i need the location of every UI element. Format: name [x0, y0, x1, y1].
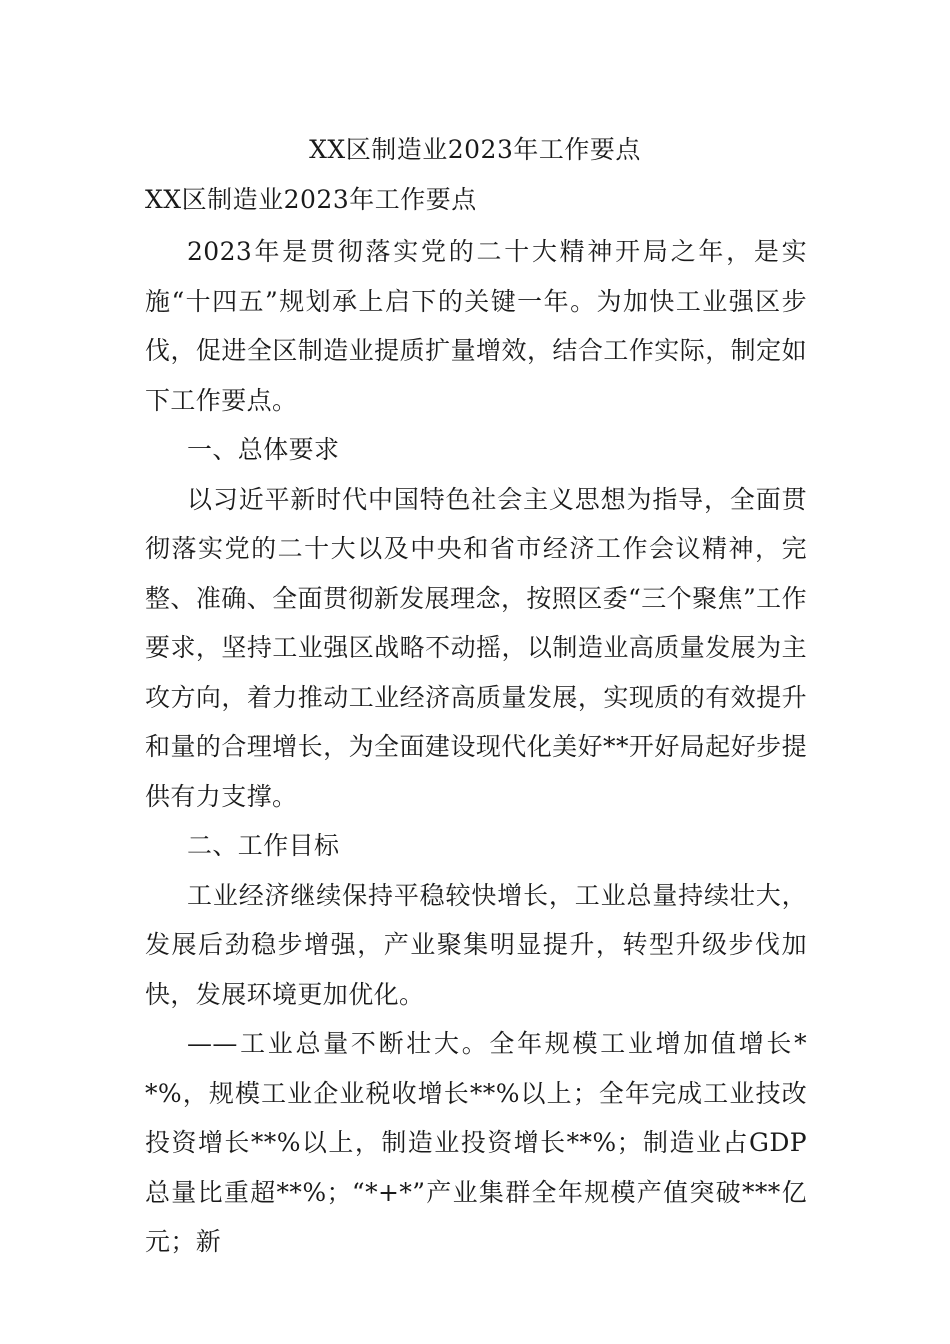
- section-heading-work-goals: 二、工作目标: [187, 831, 340, 860]
- work-goals-item-industrial-volume: ——工业总量不断壮大。全年规模工业增加值增长**%，规模工业企业税收增长**%以上；全年完成工业技改投资增长**%以上，制造业投资增长**%；制造业占GDP总量比重超**%；“*+*”产业集群全年规模产值突破***亿元；新: [145, 1029, 807, 1256]
- document-title: XX区制造业2023年工作要点: [309, 135, 641, 164]
- document-subtitle: XX区制造业2023年工作要点: [145, 185, 477, 214]
- general-requirements-paragraph: 以习近平新时代中国特色社会主义思想为指导，全面贯彻落实党的二十大以及中央和省市经济工作会议精神，完整、准确、全面贯彻新发展理念，按照区委“三个聚焦”工作要求，坚持工业强区战略不动摇，以制造业高质量发展为主攻方向，着力推动工业经济高质量发展，实现质的有效提升和量的合理增长，为全面建设现代化美好**开好局起好步提供有力支撑。: [145, 484, 807, 811]
- section-heading-general-requirements: 一、总体要求: [187, 435, 340, 464]
- intro-paragraph: 2023年是贯彻落实党的二十大精神开局之年，是实施“十四五”规划承上启下的关键一年。为加快工业强区步伐，促进全区制造业提质扩量增效，结合工作实际，制定如下工作要点。: [145, 237, 807, 415]
- document-body: [145, 227, 807, 1267]
- work-goals-paragraph: 工业经济继续保持平稳较快增长，工业总量持续壮大，发展后劲稳步增强，产业聚集明显提升，转型升级步伐加快，发展环境更加优化。: [145, 880, 807, 1009]
